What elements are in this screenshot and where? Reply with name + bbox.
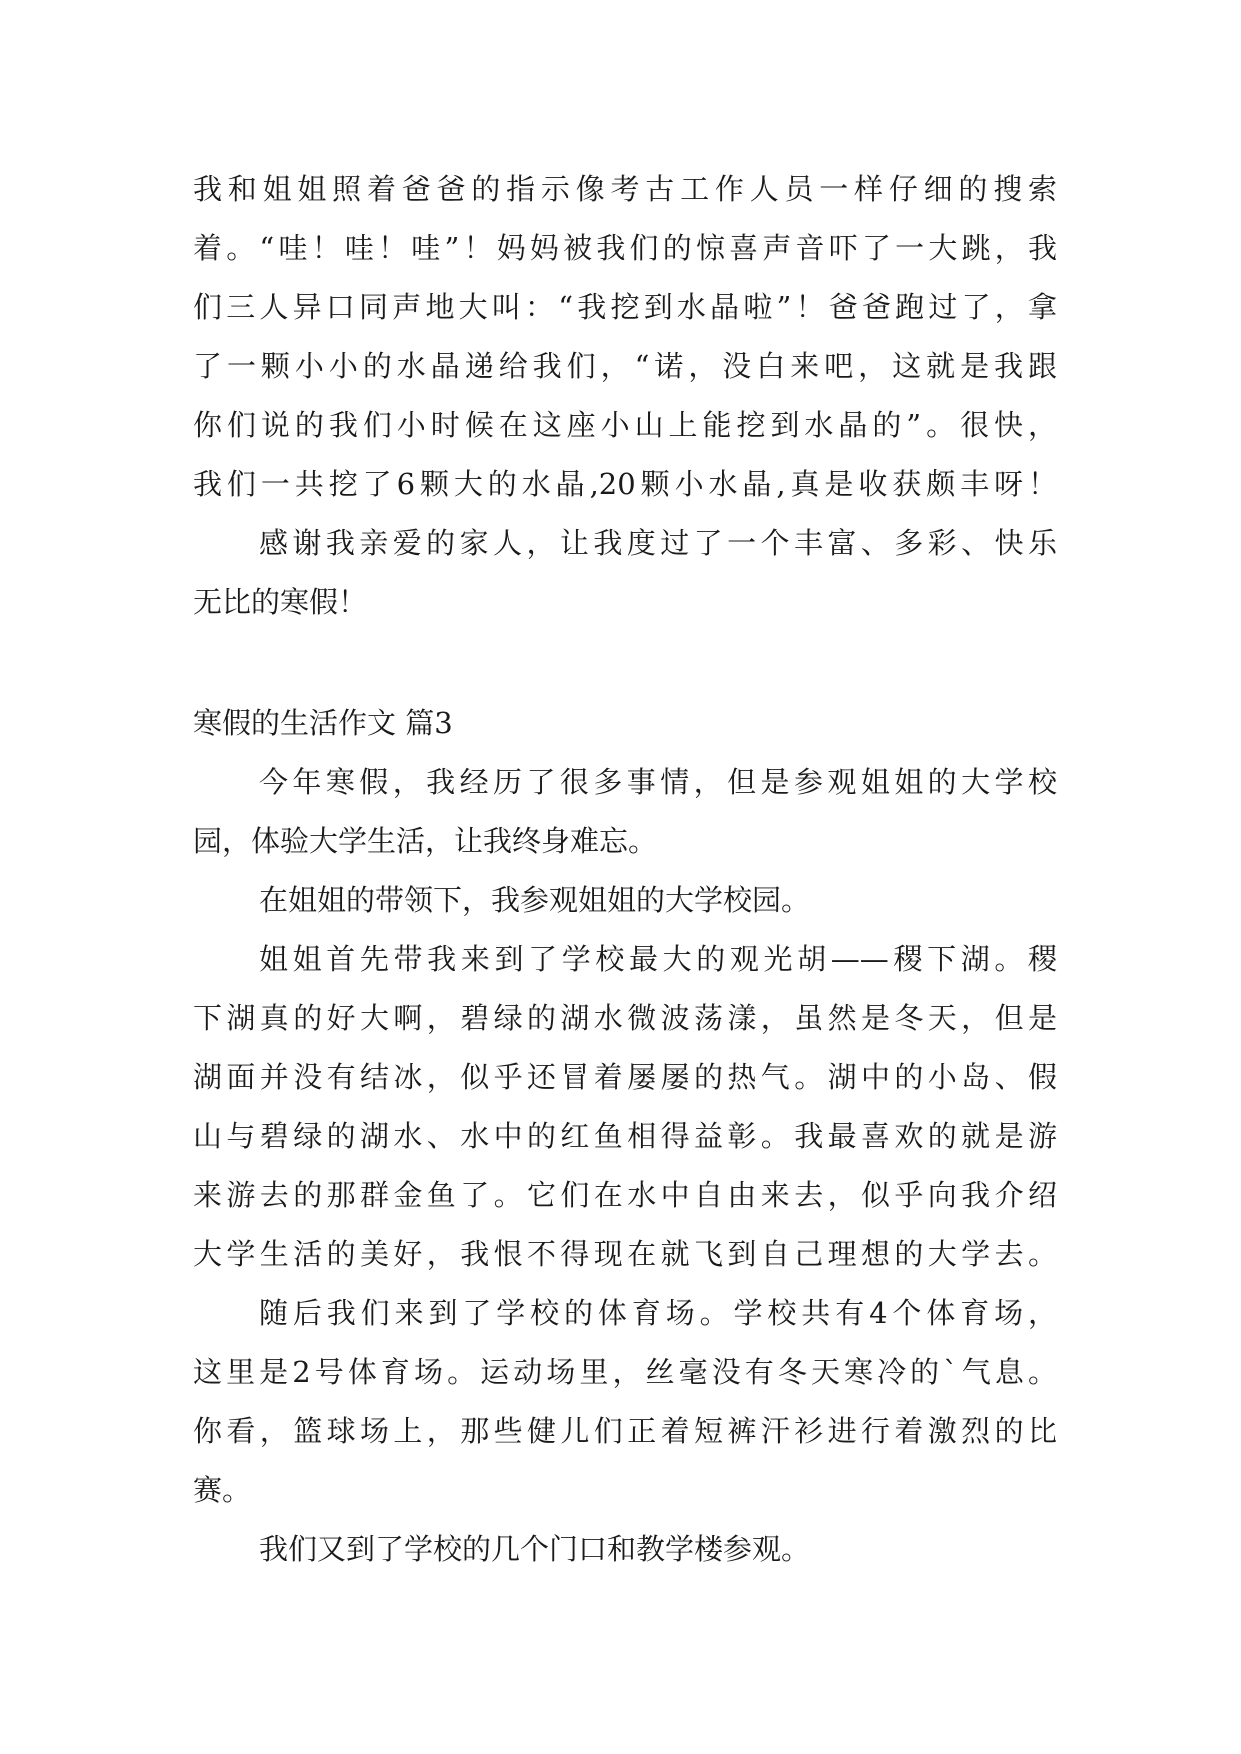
text-line: 下湖真的好大啊，碧绿的湖水微波荡漾，虽然是冬天，但是 — [193, 1001, 1057, 1035]
paragraph-lake — [193, 930, 1057, 1284]
text-line: 我和姐姐照着爸爸的指示像考古工作人员一样仔细的搜索 — [193, 172, 1057, 206]
document-page — [193, 160, 1057, 1579]
text-line: 来游去的那群金鱼了。它们在水中自由来去，似乎向我介绍 — [193, 1178, 1057, 1212]
section-spacer — [193, 632, 1057, 694]
text-line: 随后我们来到了学校的体育场。学校共有4个体育场， — [259, 1296, 1057, 1330]
text-line: 赛。 — [193, 1473, 252, 1507]
text-line: 你看，篮球场上，那些健儿们正着短裤汗衫进行着激烈的比 — [193, 1414, 1057, 1448]
text-line: 姐姐首先带我来到了学校最大的观光胡——稷下湖。稷 — [259, 942, 1057, 976]
paragraph-tour-start — [193, 871, 1057, 930]
text-line: 湖面并没有结冰，似乎还冒着屡屡的热气。湖中的小岛、假 — [193, 1060, 1057, 1094]
text-line: 大学生活的美好，我恨不得现在就飞到自己理想的大学去。 — [193, 1237, 1057, 1271]
text-line: 们三人异口同声地大叫：“我挖到水晶啦”！爸爸跑过了，拿 — [193, 290, 1057, 324]
paragraph-crystal-digging — [193, 160, 1057, 514]
text-line: 了一颗小小的水晶递给我们，“诺，没白来吧，这就是我跟 — [193, 349, 1057, 383]
paragraph-stadium — [193, 1284, 1057, 1520]
text-line: 我们一共挖了6颗大的水晶,20颗小水晶,真是收获颇丰呀！ — [193, 467, 1057, 501]
text-line: 你们说的我们小时候在这座小山上能挖到水晶的”。很快， — [193, 408, 1057, 442]
paragraph-thanks — [193, 514, 1057, 632]
section-heading: 寒假的生活作文 篇3 — [193, 706, 453, 740]
text-line: 这里是2号体育场。运动场里，丝毫没有冬天寒冷的`气息。 — [193, 1355, 1057, 1389]
text-line: 今年寒假，我经历了很多事情，但是参观姐姐的大学校 — [259, 765, 1057, 799]
text-line: 感谢我亲爱的家人，让我度过了一个丰富、多彩、快乐 — [259, 526, 1057, 560]
paragraph-buildings — [193, 1520, 1057, 1579]
paragraph-intro — [193, 753, 1057, 871]
text-line: 山与碧绿的湖水、水中的红鱼相得益彰。我最喜欢的就是游 — [193, 1119, 1057, 1153]
text-line: 在姐姐的带领下，我参观姐姐的大学校园。 — [259, 883, 811, 917]
text-line: 着。“哇！哇！哇”！妈妈被我们的惊喜声音吓了一大跳，我 — [193, 231, 1057, 265]
text-line: 无比的寒假！ — [193, 585, 368, 619]
text-line: 园，体验大学生活，让我终身难忘。 — [193, 824, 658, 858]
text-line: 我们又到了学校的几个门口和教学楼参观。 — [259, 1532, 811, 1566]
